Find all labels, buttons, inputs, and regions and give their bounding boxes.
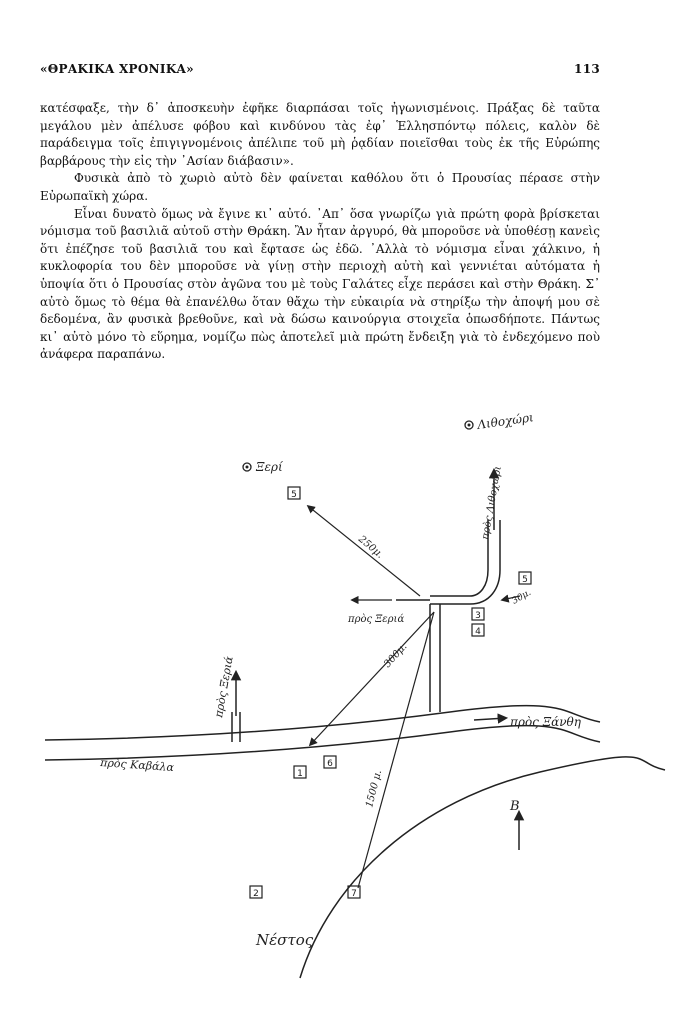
sketch-map	[0, 400, 681, 980]
find-spot-box-3	[472, 608, 484, 621]
arrow-to-xanthi	[474, 718, 506, 720]
label-300m: 300μ.	[382, 641, 410, 671]
find-spot-box-5b	[519, 572, 531, 585]
label-30m: 30μ.	[510, 587, 533, 607]
label-250m: 250μ.	[356, 533, 386, 561]
page-number: 113	[574, 62, 600, 76]
river-bank	[300, 757, 665, 978]
label-to-lithochori: πρὸς Λιθοχώρι	[480, 465, 504, 541]
label-to-xeria-left: πρὸς Ξεριά	[212, 655, 236, 719]
paragraph: κατέσφαξε, τὴν δ᾿ ἀποσκευὴν ἐφῆκε διαρπάσαι τοῖς ἠγωνισμένοις. Πράξας δὲ ταῦτα μεγάλου μὲν ἀπέλυσε φόβου καὶ κινδύνου τὰς ἐφ᾿ Ἑλλησπόντῳ πόλεις, καλὸν δὲ παράδειγμα τοῖς ἐπιγιγνομένοις ἀπέλιπε τοῦ μὴ ῥᾳδίαν ποιεῖσθαι τοὺς ἐκ τῆς Εὐρώπης βαρβάρους τὴν εἰς τὴν ᾿Ασίαν διάβασιν».	[40, 101, 600, 168]
svg-text:2: 2	[253, 889, 259, 899]
find-spot-box-1	[294, 766, 306, 779]
running-header	[40, 62, 600, 80]
find-spot-box-4	[472, 624, 484, 637]
label-lithochori: Λιθοχώρι	[476, 410, 535, 432]
lithochori-marker	[465, 421, 473, 429]
paragraph: Φυσικὰ ἀπὸ τὸ χωριὸ αὐτὸ δὲν φαίνεται καθόλου ὅτι ὁ Προυσίας πέρασε στὴν Εὐρωπαϊκὴ χώρα.	[40, 171, 600, 203]
label-north: Β	[510, 799, 520, 814]
svg-text:1: 1	[297, 769, 303, 779]
svg-text:5: 5	[291, 490, 297, 500]
label-xeris: Ξερί	[256, 460, 283, 474]
find-spot-box-2	[250, 886, 262, 899]
svg-text:3: 3	[475, 611, 481, 621]
label-to-kavala: πρὸς Καβάλα	[99, 756, 175, 775]
svg-text:4: 4	[475, 627, 481, 637]
body-text	[40, 100, 600, 364]
find-spot-box-6	[324, 756, 336, 769]
svg-text:7: 7	[351, 889, 357, 899]
label-to-xeria-upper: πρὸς Ξεριά	[348, 614, 405, 625]
journal-title: «ΘΡΑΚΙΚΑ ΧΡΟΝΙΚΑ»	[40, 62, 194, 76]
road-lithochori-left-edge	[430, 520, 488, 596]
paragraph: Εἶναι δυνατὸ ὅμως νὰ ἔγινε κι᾿ αὐτό. ᾿Απ᾿ ὅσα γνωρίζω γιὰ πρώτη φορὰ βρίσκεται νόμισμα τοῦ βασιλιᾶ αὐτοῦ στὴν Θράκη. Ἂν ἦταν ἀργυρό, θὰ μποροῦσε νὰ ὑποθέσῃ κανεὶς ὅτι ἐπέζησε τοῦ βασιλιᾶ του καὶ ἔφτασε ὡς ἐδῶ. ᾿Αλλὰ τὸ νόμισμα εἶναι χάλκινο, ἡ κυκλοφορία του δὲν μποροῦσε νὰ γίνῃ στὴν περιοχὴ αὐτὴ καὶ γεννιέται αὐτόματα ἡ ὑποψία ὅτι ὁ Προυσίας στὸν ἀγῶνα του μὲ τοὺς Γαλάτες εἶχε περάσει καὶ στὴν Θράκη. Σ᾿ αὐτὸ ὅμως τὸ θέμα θὰ ἐπανέλθω ὅταν θἄχω τὴν εὐκαιρία νὰ στηρίξω τὴν ἀποψή μου σὲ δεδομένα, ἂν φυσικὰ βρεθοῦνε, καὶ νὰ δώσω καινούργια στοιχεῖα ὁπωσδήποτε. Πάντως κι᾿ αὐτὸ μόνο τὸ εὕρημα, νομίζω πὼς ἀποτελεῖ μιὰ πρώτη ἔνδειξη γιὰ τὸ ἐνδεχόμενο ποὺ ἀνάφερα παραπάνω.	[40, 206, 600, 362]
label-to-xanthi: πρὸς Ξάνθη	[510, 715, 581, 729]
label-1500m: 1500 μ.	[364, 768, 385, 809]
svg-text:6: 6	[327, 759, 333, 769]
xeris-marker	[243, 463, 251, 471]
label-river-nestos: Νέστος	[256, 931, 314, 949]
arrow-250m	[308, 506, 420, 596]
find-spot-box-5a	[288, 487, 300, 500]
svg-text:5: 5	[522, 575, 528, 585]
